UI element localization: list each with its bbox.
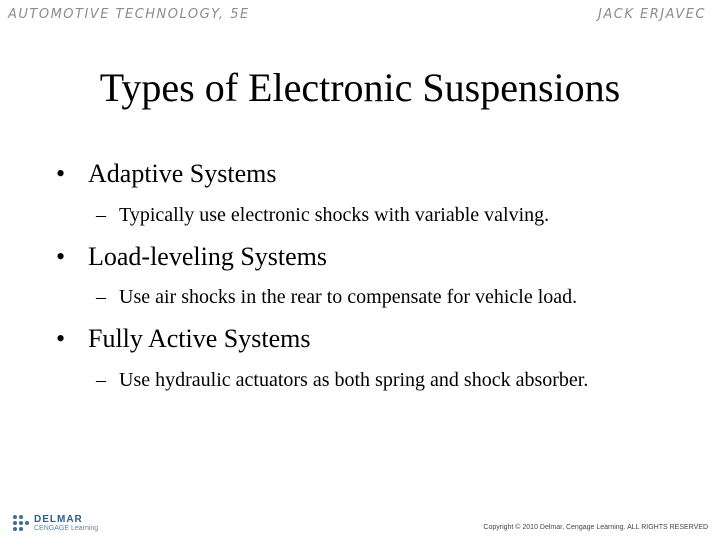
sub-bullet-item: [56, 285, 706, 309]
publisher-logo: [12, 514, 98, 532]
sub-bullet-text: Use hydraulic actuators as both spring and shock absorber.: [119, 368, 589, 391]
sub-bullet-text: Typically use electronic shocks with variable valving.: [119, 203, 550, 226]
bullet-text: Adaptive Systems: [88, 159, 277, 188]
bullet-item: [56, 160, 706, 189]
bullet-item: [56, 243, 706, 272]
bullet-text: Fully Active Systems: [88, 324, 311, 354]
dash-icon: –: [96, 368, 106, 391]
bullet-icon: •: [56, 324, 66, 354]
bullet-text: Load-leveling Systems: [88, 241, 328, 271]
logo-dots-icon: [12, 514, 30, 532]
sub-bullet-item: [56, 368, 706, 392]
book-title-header: AUTOMOTIVE TECHNOLOGY, 5E: [8, 7, 250, 22]
sub-bullet-item: [56, 203, 706, 227]
slide-title: Types of Electronic Suspensions: [99, 65, 621, 110]
bullet-list: [56, 160, 706, 408]
dash-icon: –: [96, 203, 106, 226]
logo-sub-text: CENGAGE Learning: [34, 524, 99, 532]
author-header: JACK ERJAVEC: [598, 7, 706, 22]
bullet-item: [56, 325, 706, 354]
bullet-icon: •: [56, 241, 66, 271]
bullet-icon: •: [56, 159, 66, 188]
copyright-notice: Copyright © 2010 Delmar, Cengage Learning. ALL RIGHTS RESERVED: [483, 524, 708, 531]
sub-bullet-text: Use air shocks in the rear to compensate for vehicle load.: [119, 286, 578, 309]
dash-icon: –: [96, 286, 106, 309]
logo-main-text: DELMAR: [34, 513, 83, 525]
